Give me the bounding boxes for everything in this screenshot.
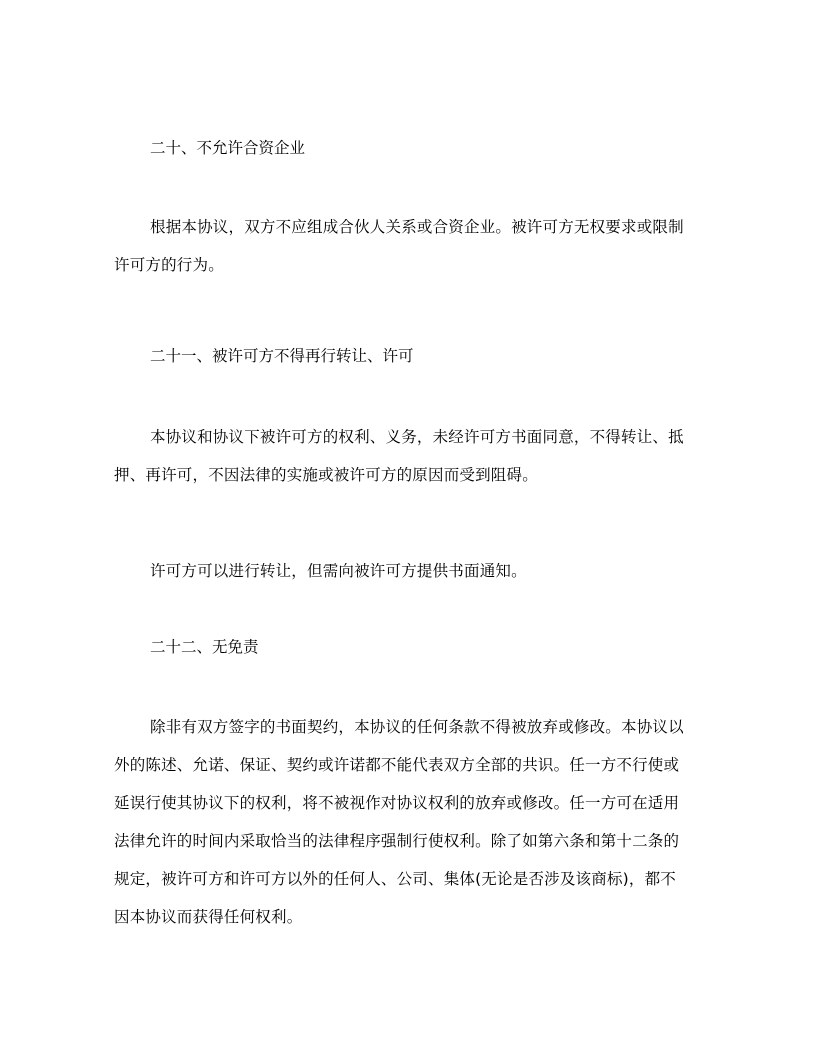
paragraph-line: 法律允许的时间内采取恰当的法律程序强制行使权利。除了如第六条和第十二条的 (114, 832, 680, 850)
paragraph-line: 规定，被许可方和许可方以外的任何人、公司、集体(无论是否涉及该商标)，都不 (114, 870, 676, 888)
section-heading-21: 二十一、被许可方不得再行转让、许可 (150, 347, 414, 365)
paragraph-line: 根据本协议，双方不应组成合伙人关系或合资企业。被许可方无权要求或限制 (150, 218, 684, 236)
section-21-paragraph-1 (114, 418, 714, 494)
paragraph-line: 许可方可以进行转让，但需向被许可方提供书面通知。 (150, 562, 527, 580)
paragraph-line: 延误行使其协议下的权利，将不被视作对协议权利的放弃或修改。任一方可在适用 (114, 794, 680, 812)
section-heading-20: 二十、不允许合资企业 (150, 139, 306, 157)
paragraph-line: 本协议和协议下被许可方的权利、义务，未经许可方书面同意，不得转让、抵 (150, 428, 684, 446)
section-21-paragraph-2 (114, 552, 714, 590)
paragraph-line: 许可方的行为。 (114, 256, 224, 274)
section-heading-22: 二十二、无免责 (150, 638, 259, 656)
paragraph-line: 外的陈述、允诺、保证、契约或许诺都不能代表双方全部的共识。任一方不行使或 (114, 756, 680, 774)
paragraph-line: 除非有双方签字的书面契约，本协议的任何条款不得被放弃或修改。本协议以 (150, 718, 684, 736)
section-20-paragraph (114, 208, 714, 284)
section-22-paragraph (114, 708, 714, 936)
paragraph-line: 因本协议而获得任何权利。 (114, 908, 303, 926)
paragraph-line: 押、再许可，不因法律的实施或被许可方的原因而受到阻碍。 (114, 466, 538, 484)
